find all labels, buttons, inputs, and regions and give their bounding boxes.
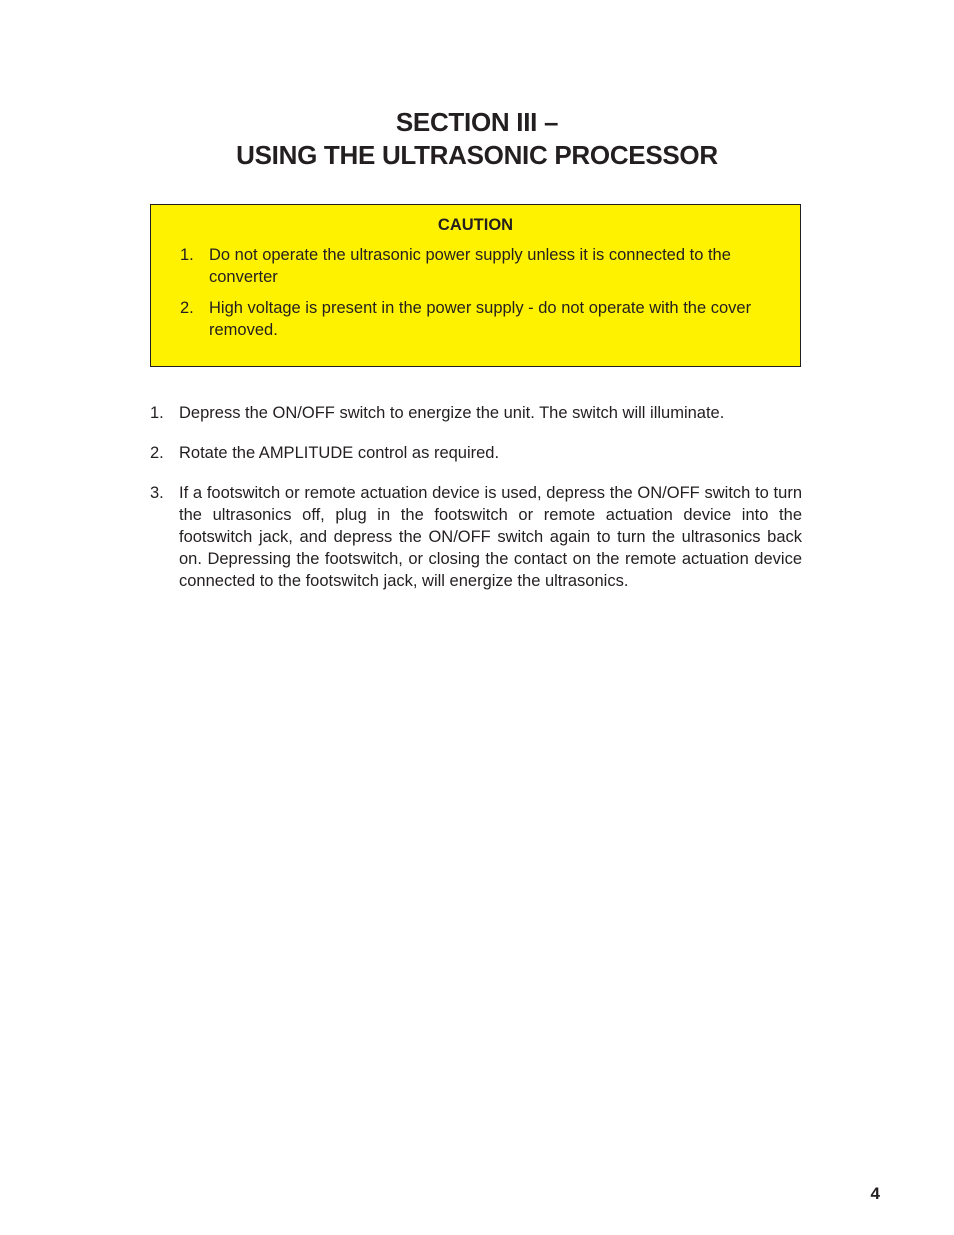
caution-item	[180, 297, 760, 341]
title-line-1: SECTION III –	[395, 107, 559, 137]
caution-heading: CAUTION	[437, 216, 514, 234]
step-number: 1.	[150, 404, 164, 422]
caution-item-number: 2.	[180, 299, 194, 317]
step-item	[150, 442, 802, 464]
step-text: Rotate the AMPLITUDE control as required.	[179, 444, 500, 462]
page-title	[0, 106, 954, 172]
step-text: Depress the ON/OFF switch to energize the unit. The switch will illuminate.	[179, 404, 725, 422]
caution-box	[150, 204, 801, 367]
step-item	[150, 402, 802, 424]
step-number: 3.	[150, 484, 164, 502]
step-number: 2.	[150, 444, 164, 462]
instruction-steps	[150, 402, 802, 610]
caution-item	[180, 244, 760, 288]
step-text: If a footswitch or remote actuation device is used, depress the ON/OFF switch to turn the ultrasonics off, plug in the footswitch or remote actuation device into the footswitch jack, and depress the ON/OFF switch again to turn the ultrasonics back on. Depressing the footswitch, or closing the contact on the remote actuation device connected to the footswitch jack, will energize the ultrasonics.	[179, 484, 802, 590]
step-item	[150, 482, 802, 592]
caution-item-number: 1.	[180, 246, 194, 264]
caution-item-text: High voltage is present in the power supply - do not operate with the cover removed.	[209, 299, 752, 339]
page-number: 4	[870, 1184, 880, 1203]
caution-list	[180, 244, 760, 350]
caution-item-text: Do not operate the ultrasonic power supply unless it is connected to the converter	[209, 246, 731, 286]
title-line-2: USING THE ULTRASONIC PROCESSOR	[236, 140, 718, 170]
